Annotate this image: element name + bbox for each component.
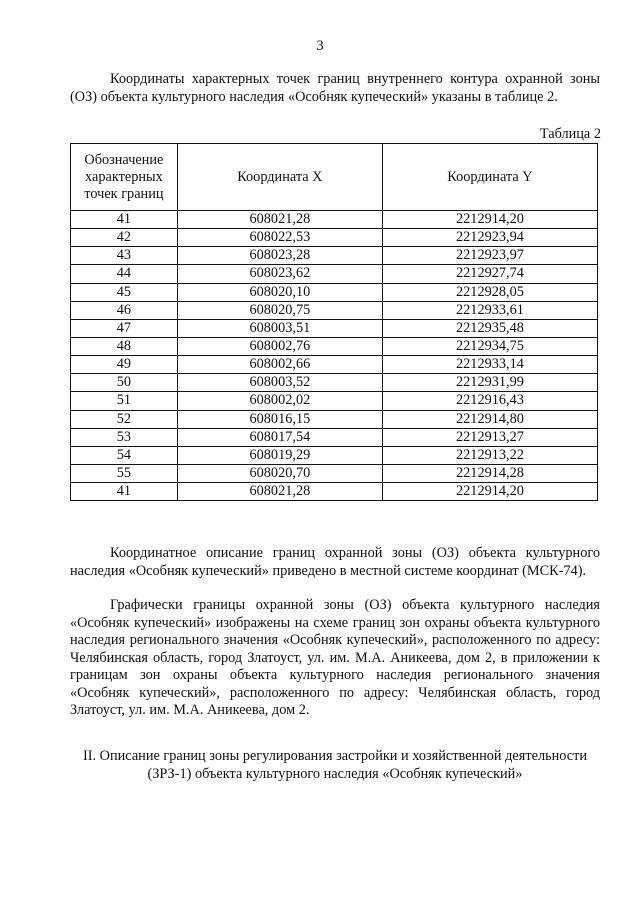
table-row (71, 446, 598, 464)
cell-x: 608002,66 (177, 356, 382, 374)
graphic-note: Графически границы охранной зоны (ОЗ) объекта культурного наследия «Особняк купеческий» изображены на схеме границ зон охраны объекта культурного наследия регионального значения «Особняк купеческий», расположенного по адресу: Челябинская область, город Златоуст, ул. им. М.А. Аникеева, дом 2, в приложении к границам зон охраны объекта культурного наследия регионального значения «Особняк купеческий», расположенного по адресу: Челябинская область, город Златоуст, ул. им. М.А. Аникеева, дом 2. (70, 597, 600, 718)
cell-point: 41 (71, 211, 178, 229)
cell-x: 608002,02 (177, 392, 382, 410)
page-number: 3 (316, 38, 324, 54)
intro-paragraph: Координаты характерных точек границ внутреннего контура охранной зоны (ОЗ) объекта культурного наследия «Особняк купеческий» указаны в таблице 2. (70, 71, 600, 105)
cell-x: 608023,62 (177, 265, 382, 283)
cell-point: 51 (71, 392, 178, 410)
cell-point: 55 (71, 464, 178, 482)
cell-x: 608023,28 (177, 247, 382, 265)
cell-point: 42 (71, 229, 178, 247)
header-point: Обозначение характерных точек границ (71, 144, 178, 211)
cell-y: 2212933,61 (382, 301, 597, 319)
table-row (71, 356, 598, 374)
table-row (71, 337, 598, 355)
cell-y: 2212916,43 (382, 392, 597, 410)
cell-x: 608022,53 (177, 229, 382, 247)
cell-x: 608021,28 (177, 211, 382, 229)
cell-x: 608016,15 (177, 410, 382, 428)
cell-x: 608020,75 (177, 301, 382, 319)
cell-y: 2212923,94 (382, 229, 597, 247)
cell-x: 608003,52 (177, 374, 382, 392)
cell-point: 44 (71, 265, 178, 283)
cell-point: 45 (71, 283, 178, 301)
cell-y: 2212914,20 (382, 483, 597, 501)
cell-x: 608017,54 (177, 428, 382, 446)
table-row (71, 319, 598, 337)
table-header-row (71, 144, 598, 211)
cell-y: 2212913,27 (382, 428, 597, 446)
cell-y: 2212933,14 (382, 356, 597, 374)
cell-point: 46 (71, 301, 178, 319)
cell-y: 2212928,05 (382, 283, 597, 301)
cell-point: 53 (71, 428, 178, 446)
cell-y: 2212934,75 (382, 337, 597, 355)
cell-point: 52 (71, 410, 178, 428)
cell-point: 54 (71, 446, 178, 464)
cell-y: 2212914,80 (382, 410, 597, 428)
coordinate-system-note: Координатное описание границ охранной зоны (ОЗ) объекта культурного наследия «Особняк купеческий» приведено в местной системе координат (МСК-74). (70, 545, 600, 579)
section-heading: II. Описание границ зоны регулирования застройки и хозяйственной деятельности (ЗРЗ-1) объекта культурного наследия «Особняк купеческий» (83, 748, 587, 782)
table-row (71, 428, 598, 446)
cell-x: 608003,51 (177, 319, 382, 337)
cell-point: 50 (71, 374, 178, 392)
table-caption: Таблица 2 (539, 126, 601, 142)
cell-y: 2212923,97 (382, 247, 597, 265)
table-row (71, 211, 598, 229)
header-y: Координата Y (382, 144, 597, 211)
cell-y: 2212935,48 (382, 319, 597, 337)
cell-y: 2212927,74 (382, 265, 597, 283)
table-row (71, 410, 598, 428)
cell-x: 608019,29 (177, 446, 382, 464)
cell-y: 2212931,99 (382, 374, 597, 392)
table-row (71, 283, 598, 301)
cell-x: 608021,28 (177, 483, 382, 501)
table-row (71, 392, 598, 410)
cell-x: 608002,76 (177, 337, 382, 355)
cell-x: 608020,10 (177, 283, 382, 301)
cell-point: 49 (71, 356, 178, 374)
cell-x: 608020,70 (177, 464, 382, 482)
cell-point: 47 (71, 319, 178, 337)
table-row (71, 229, 598, 247)
header-x: Координата X (177, 144, 382, 211)
cell-y: 2212914,20 (382, 211, 597, 229)
table-row (71, 301, 598, 319)
cell-point: 43 (71, 247, 178, 265)
table-row (71, 464, 598, 482)
cell-point: 48 (71, 337, 178, 355)
cell-y: 2212914,28 (382, 464, 597, 482)
cell-point: 41 (71, 483, 178, 501)
table-row (71, 483, 598, 501)
coordinates-table (70, 143, 598, 501)
table-row (71, 247, 598, 265)
table-row (71, 265, 598, 283)
cell-y: 2212913,22 (382, 446, 597, 464)
table-row (71, 374, 598, 392)
